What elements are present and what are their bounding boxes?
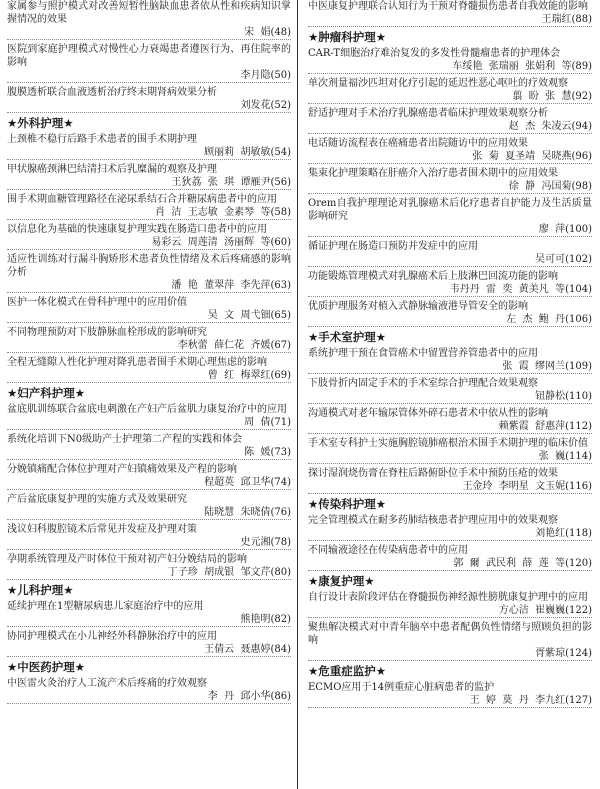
- toc-entry[interactable]: [308, 47, 592, 74]
- toc-entry[interactable]: [308, 107, 592, 134]
- entry-title: 电话随访流程表在癌痛患者出院随访中的应用效果: [308, 138, 528, 149]
- entry-authors-page: 徐 静 冯国菊(98): [508, 181, 592, 192]
- entry-authors-page: 周 倩(71): [244, 417, 291, 428]
- entry-title: 上颈椎不稳行后路手术患者的围手术期护理: [7, 134, 197, 145]
- entry-title: 中医康复护理联合认知行为干预对脊髓损伤患者自我效能的影响: [308, 1, 588, 12]
- entry-authors-page: 王倩云 聂惠婷(84): [204, 644, 291, 655]
- entry-authors-page: 赵 杰 朱凌云(94): [508, 121, 592, 132]
- toc-column-left: [7, 0, 291, 707]
- entry-title: 以信息化为基础的快速康复护理实践在肠造口患者中的应用: [7, 224, 267, 235]
- section-heading: ★传染科护理★: [308, 497, 387, 511]
- entry-authors-page: 赖紫霞 舒惠萍(112): [498, 421, 592, 432]
- entry-title: 系统化培训下N0级助产士护理第二产程的实践和体会: [7, 434, 243, 445]
- toc-entry[interactable]: [7, 133, 291, 160]
- entry-authors-page: 程超英 邱卫华(74): [204, 477, 291, 488]
- entry-title: 医护一体化模式在骨科护理中的应用价值: [7, 297, 187, 308]
- toc-section: [308, 330, 592, 494]
- entry-authors-page: 刘艳红(118): [535, 528, 592, 539]
- toc-entry[interactable]: [7, 433, 291, 460]
- entry-authors-page: 顾丽莉 胡敏敏(54): [204, 147, 291, 158]
- toc-entry[interactable]: [308, 591, 592, 618]
- toc-entry[interactable]: [7, 253, 291, 293]
- toc-entry[interactable]: [308, 137, 592, 164]
- entry-title: Orem自我护理理论对乳腺癌术后化疗患者自护能力及生活质量影响研究: [308, 198, 592, 222]
- toc-entry[interactable]: [308, 514, 592, 541]
- toc-entry[interactable]: [308, 377, 592, 404]
- entry-title: 甲状腺癌颈淋巴结清扫术后乳糜漏的观察及护理: [7, 164, 217, 175]
- toc-entry[interactable]: [7, 600, 291, 627]
- entry-authors-page: 翦 盼 张 慧(92): [512, 91, 592, 102]
- entry-title: 中医雷火灸治疗人工流产术后疼痛的疗效观察: [7, 678, 207, 689]
- toc-entry[interactable]: [308, 407, 592, 434]
- entry-authors-page: 李月隐(50): [240, 70, 291, 81]
- entry-authors-page: 刘发花(52): [240, 100, 291, 111]
- toc-entry[interactable]: [308, 437, 592, 464]
- toc-entry[interactable]: [7, 463, 291, 490]
- entry-title: 围手术期血糖管理路径在泌尿系结石合并糖尿病患者中的应用: [7, 194, 277, 205]
- toc-entry[interactable]: [308, 197, 592, 237]
- entry-authors-page: 曾 红 梅翠红(69): [207, 370, 291, 381]
- toc-entry[interactable]: [308, 270, 592, 297]
- toc-section: [308, 664, 592, 708]
- entry-authors-page: 熊艳明(82): [240, 614, 291, 625]
- toc-section: [308, 0, 592, 27]
- entry-authors-page: 方心洁 崔巍巍(122): [498, 605, 592, 616]
- entry-authors-page: 王瑞红(88): [541, 14, 592, 25]
- entry-authors-page: 史元湘(78): [240, 537, 291, 548]
- toc-entry[interactable]: [7, 553, 291, 580]
- toc-entry[interactable]: [308, 681, 592, 708]
- entry-authors-page: 张 菊 夏圣靖 吴晓燕(96): [472, 151, 592, 162]
- toc-section: [308, 30, 592, 327]
- toc-entry[interactable]: [7, 677, 291, 704]
- toc-entry[interactable]: [308, 467, 592, 494]
- entry-authors-page: 张 巍(114): [538, 451, 592, 462]
- toc-entry[interactable]: [308, 300, 592, 327]
- entry-title: 延续护理在1型糖尿病患儿家庭治疗中的应用: [7, 601, 204, 612]
- toc-entry[interactable]: [308, 240, 592, 267]
- entry-title: 适应性训练对行漏斗胸矫形术患者负性情绪及术后疼痛感的影响分析: [7, 254, 291, 278]
- entry-authors-page: 吴 文 周弋钿(65): [207, 310, 291, 321]
- section-heading: ★中医药护理★: [7, 660, 86, 674]
- entry-authors-page: 韦丹丹 雷 奕 黄美凡 等(104): [449, 284, 592, 295]
- toc-entry[interactable]: [7, 493, 291, 520]
- toc-section: [7, 583, 291, 657]
- entry-authors-page: 李 丹 邱小华(86): [207, 691, 291, 702]
- section-heading: ★手术室护理★: [308, 330, 387, 344]
- entry-title: 不同物理预防对下肢静脉血栓形成的影响研究: [7, 327, 207, 338]
- entry-title: 系统护理干预在食管癌术中留置营养管患者中的应用: [308, 348, 538, 359]
- toc-entry[interactable]: [7, 193, 291, 220]
- toc-entry[interactable]: [7, 356, 291, 383]
- entry-authors-page: 李秋蕾 薛仁花 齐媛(67): [177, 340, 291, 351]
- entry-title: 下肢骨折内固定手术的手术室综合护理配合效果观察: [308, 378, 538, 389]
- entry-authors-page: 易彩云 周莲清 汤丽辉 等(60): [151, 237, 291, 248]
- toc-entry[interactable]: [7, 0, 291, 40]
- entry-authors-page: 廖 萍(100): [538, 224, 592, 235]
- entry-title: CAR-T细胞治疗难治复发的多发性骨髓瘤患者的护理体会: [308, 48, 561, 59]
- entry-title: 优质护理服务对植入式静脉输液港导管安全的影响: [308, 301, 528, 312]
- entry-title: 协同护理模式在小儿神经外科静脉治疗中的应用: [7, 631, 217, 642]
- toc-entry[interactable]: [308, 347, 592, 374]
- toc-section: [7, 386, 291, 580]
- entry-title: 盆底肌训练联合盆底电刺激在产妇产后盆肌力康复治疗中的应用: [7, 404, 287, 415]
- section-heading: ★妇产科护理★: [7, 386, 86, 400]
- entry-authors-page: 潘 艳 董翠萍 李先萍(63): [171, 280, 291, 291]
- entry-title: 分娩镇痛配合体位护理对产妇镇痛效果及产程的影响: [7, 464, 237, 475]
- entry-authors-page: 肖 洁 王志敏 金素琴 等(58): [155, 207, 291, 218]
- entry-authors-page: 王 婷 莫 丹 李九红(127): [469, 695, 592, 706]
- entry-title: 集束化护理策略在肝癌介入治疗患者围术期中的应用效果: [308, 168, 558, 179]
- entry-authors-page: 宋 娟(48): [244, 27, 291, 38]
- entry-title: 腹膜透析联合血液透析治疗终末期肾病效果分析: [7, 87, 217, 98]
- toc-entry[interactable]: [308, 544, 592, 571]
- toc-entry[interactable]: [7, 86, 291, 113]
- entry-title: 单次剂量福沙匹坦对化疗引起的延迟性恶心呕吐的疗效观察: [308, 78, 568, 89]
- entry-authors-page: 车绥艳 张瑞丽 张娟利 等(89): [452, 61, 592, 72]
- toc-entry[interactable]: [7, 163, 291, 190]
- entry-title: 聚焦解决模式对中青年脑卒中患者配偶负性情绪与照顾负担的影响: [308, 622, 592, 646]
- entry-authors-page: 陈 媛(73): [244, 447, 291, 458]
- entry-title: 医院到家庭护理模式对慢性心力衰竭患者遵医行为、再住院率的影响: [7, 44, 291, 68]
- section-heading: ★危重症监护★: [308, 664, 387, 678]
- entry-title: 家属参与照护模式对改善短暂性脑缺血患者依从性和疾病知识掌握情况的效果: [7, 1, 291, 25]
- entry-title: 全程无缝隙人性化护理对降乳患者围手术期心理焦虑的影响: [7, 357, 267, 368]
- entry-authors-page: 郭 爾 武民利 薛 莲 等(120): [453, 558, 592, 569]
- entry-title: 循证护理在肠造口预防并发症中的应用: [308, 241, 478, 252]
- toc-entry[interactable]: [308, 77, 592, 104]
- entry-authors-page: 王金玲 李明星 文玉妮(116): [462, 481, 592, 492]
- toc-entry[interactable]: [7, 326, 291, 353]
- section-heading: ★康复护理★: [308, 574, 375, 588]
- toc-entry[interactable]: [308, 167, 592, 194]
- entry-title: ECMO应用于14例重症心脏病患者的监护: [308, 682, 495, 693]
- toc-entry[interactable]: [7, 630, 291, 657]
- entry-authors-page: 钮静松(110): [535, 391, 592, 402]
- toc-section: [308, 574, 592, 661]
- entry-authors-page: 左 杰 鲍 丹(106): [506, 314, 592, 325]
- entry-authors-page: 陆晓慧 朱晓倩(76): [204, 507, 291, 518]
- entry-title: 完全管理模式在耐多药肺结核患者护理应用中的效果观察: [308, 515, 558, 526]
- entry-title: 不同输液途径在传染病患者中的应用: [308, 545, 468, 556]
- toc-entry[interactable]: [7, 523, 291, 550]
- entry-authors-page: 张 霞 缪网兰(109): [502, 361, 592, 372]
- entry-authors-page: 吴可可(102): [535, 254, 592, 265]
- entry-title: 功能锻炼管理模式对乳腺癌术后上肢淋巴回流功能的影响: [308, 271, 558, 282]
- entry-title: 沟通模式对老年输尿管体外碎石患者术中依从性的影响: [308, 408, 548, 419]
- column-divider: [297, 0, 298, 789]
- toc-entry[interactable]: [7, 403, 291, 430]
- toc-entry[interactable]: [308, 621, 592, 661]
- toc-section: [7, 116, 291, 383]
- entry-title: 手术室专科护士实施胸腔镜肺癌根治术围手术期护理的临床价值: [308, 438, 588, 449]
- toc-section: [7, 0, 291, 113]
- toc-entry[interactable]: [7, 296, 291, 323]
- entry-authors-page: 胥紫琼(124): [535, 648, 592, 659]
- entry-title: 探讨湿润烧伤膏在脊柱后路俯卧位手术中预防压疮的效果: [308, 468, 558, 479]
- toc-entry[interactable]: [7, 223, 291, 250]
- entry-title: 浅议妇科腹腔镜术后常见并发症及护理对策: [7, 524, 197, 535]
- section-heading: ★肿瘤科护理★: [308, 30, 387, 44]
- entry-title: 孕期系统管理及产时体位干预对初产妇分娩结局的影响: [7, 554, 247, 565]
- entry-title: 产后盆底康复护理的实施方式及效果研究: [7, 494, 187, 505]
- toc-entry[interactable]: [308, 0, 592, 27]
- toc-entry[interactable]: [7, 43, 291, 83]
- section-heading: ★外科护理★: [7, 116, 74, 130]
- toc-section: [7, 660, 291, 704]
- entry-title: 自行设计表阶段评估在脊髓损伤神经源性膀胱康复护理中的应用: [308, 592, 588, 603]
- toc-section: [308, 497, 592, 571]
- entry-authors-page: 王狄荔 张 琪 谭雁尹(56): [171, 177, 291, 188]
- toc-column-right: [308, 0, 592, 711]
- entry-authors-page: 丁子珍 胡成银 邹文芹(80): [167, 567, 291, 578]
- entry-title: 舒适护理对手术治疗乳腺癌患者临床护理效果观察分析: [308, 108, 548, 119]
- section-heading: ★儿科护理★: [7, 583, 74, 597]
